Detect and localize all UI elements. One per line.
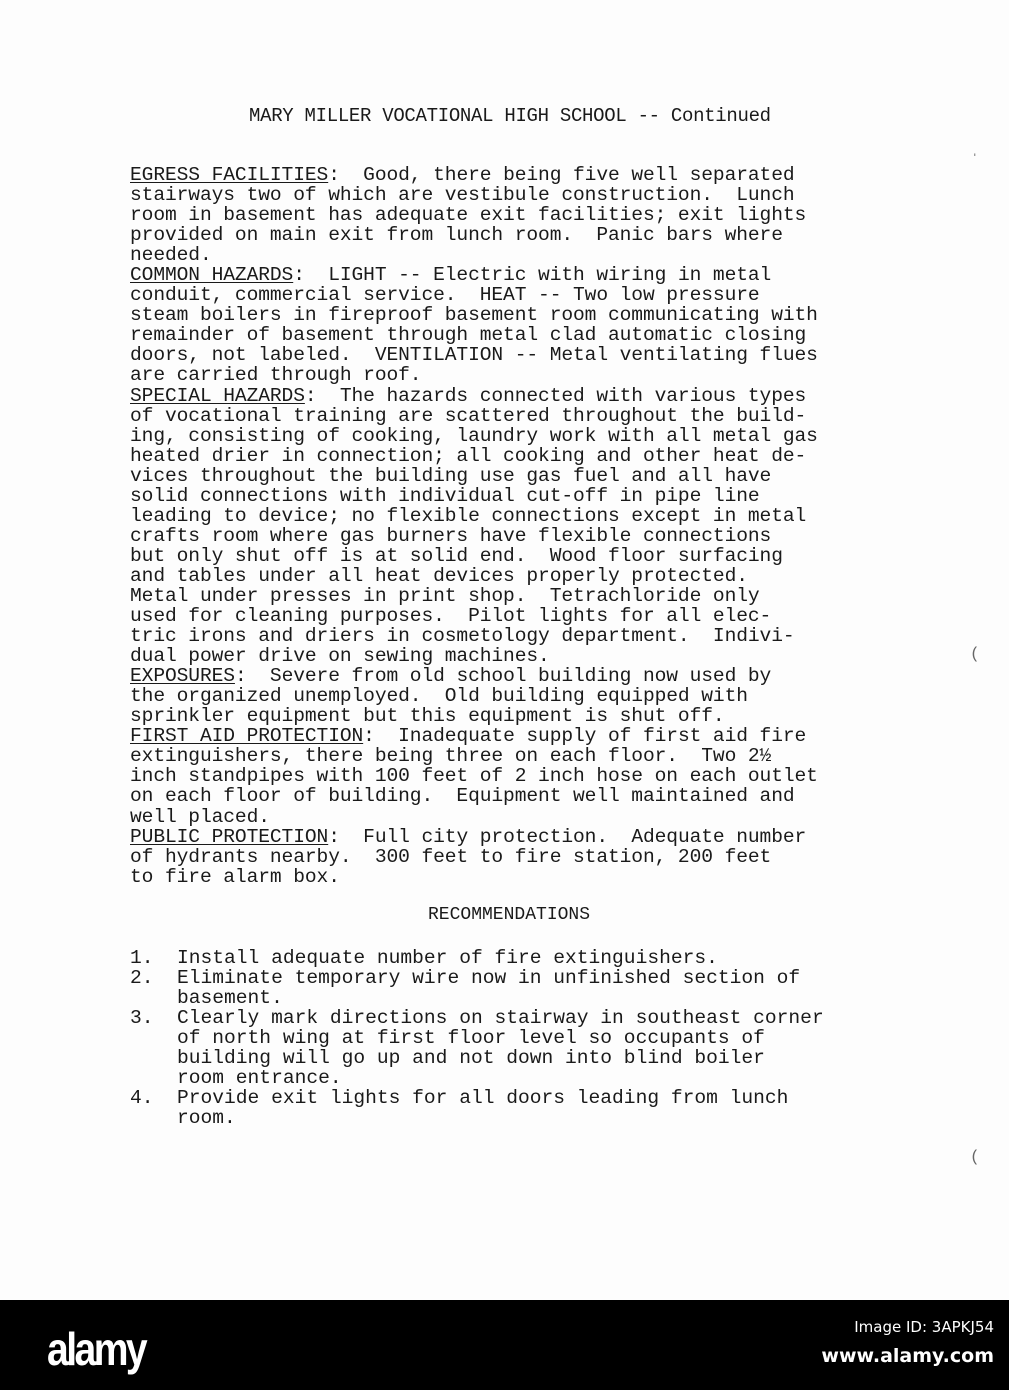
- line-text: Metal under presses in print shop. Tetrachloride only: [130, 584, 760, 607]
- text-line: [130, 406, 818, 426]
- item-text-line: basement.: [177, 987, 283, 1010]
- text-line: [130, 666, 818, 686]
- item-text-line: Eliminate temporary wire now in unfinished section of: [177, 967, 801, 990]
- line-text: are carried through roof.: [130, 364, 422, 387]
- line-text: steam boilers in fireproof basement room communicating with: [130, 304, 818, 327]
- text-line: [130, 686, 818, 706]
- item-text-line: Provide exit lights for all doors leading from lunch: [177, 1087, 789, 1110]
- text-line: [130, 446, 818, 466]
- line-text: stairways two of which are vestibule construction. Lunch: [130, 184, 795, 207]
- recommendations-title: RECOMMENDATIONS: [428, 905, 591, 925]
- line-text: on each floor of building. Equipment well maintained and: [130, 785, 795, 808]
- item-text-line: Install adequate number of fire extinguishers.: [177, 947, 718, 969]
- text-line: [130, 165, 818, 185]
- line-text: of hydrants nearby. 300 feet to fire station, 200 feet: [130, 845, 772, 868]
- text-line: [130, 285, 818, 305]
- item-number: 3.: [130, 1007, 154, 1030]
- text-line: [130, 426, 818, 446]
- line-text: extinguishers, there being three on each floor. Two 2½: [130, 745, 772, 768]
- site-url: www.alamy.com: [821, 1345, 994, 1367]
- item-number: 1.: [130, 947, 154, 969]
- line-text: used for cleaning purposes. Pilot lights for all elec-: [130, 605, 772, 628]
- text-line: [130, 626, 818, 646]
- section-heading: FIRST AID PROTECTION: [130, 725, 364, 748]
- document-body: [130, 165, 818, 887]
- text-line: [130, 365, 818, 385]
- line-text: solid connections with individual cut-off in pipe line: [130, 484, 760, 507]
- section-heading: SPECIAL HAZARDS: [130, 384, 305, 407]
- line-text: doors, not labeled. VENTILATION -- Metal ventilating flues: [130, 344, 818, 367]
- line-text: ing, consisting of cooking, laundry work with all metal gas: [130, 424, 818, 447]
- alamy-logo: alamy: [47, 1323, 146, 1375]
- line-text: : LIGHT -- Electric with wiring in metal: [293, 264, 772, 287]
- text-line: [130, 766, 818, 786]
- text-line: [130, 526, 818, 546]
- text-line: [130, 746, 818, 766]
- text-line: [130, 225, 818, 245]
- line-text: and tables under all heat devices properly protected.: [130, 564, 748, 587]
- line-text: provided on main exit from lunch room. Panic bars where: [130, 224, 783, 247]
- text-line: [130, 726, 818, 746]
- item-number: 4.: [130, 1087, 154, 1110]
- recommendation-item: [130, 1088, 824, 1128]
- line-text: room in basement has adequate exit facilities; exit lights: [130, 204, 807, 227]
- recommendation-item: [130, 948, 824, 968]
- margin-mark: (: [970, 1148, 980, 1166]
- line-text: : Inadequate supply of first aid fire: [363, 725, 807, 748]
- line-text: vices throughout the building use gas fuel and all have: [130, 464, 772, 487]
- line-text: well placed.: [130, 805, 270, 828]
- item-text-line: room entrance.: [177, 1067, 342, 1090]
- text-line: [130, 265, 818, 285]
- text-line: [130, 466, 818, 486]
- image-id: Image ID: 3APKJ54: [854, 1318, 994, 1336]
- recommendation-item: [130, 968, 824, 1008]
- recommendations-list: [130, 948, 824, 1128]
- text-line: [130, 506, 818, 526]
- item-text-line: Clearly mark directions on stairway in southeast corner: [177, 1007, 824, 1030]
- line-text: : Severe from old school building now used by: [234, 665, 772, 688]
- text-line: [130, 345, 818, 365]
- text-line: [130, 827, 818, 847]
- item-number: 2.: [130, 967, 154, 990]
- line-text: crafts room where gas burners have flexible connections: [130, 524, 772, 547]
- text-line: [130, 305, 818, 325]
- text-line: [130, 646, 818, 666]
- line-text: but only shut off is at solid end. Wood floor surfacing: [130, 544, 783, 567]
- section-heading: COMMON HAZARDS: [130, 264, 294, 287]
- text-line: [130, 566, 818, 586]
- line-text: tric irons and driers in cosmetology department. Indivi-: [130, 625, 795, 648]
- line-text: heated drier in connection; all cooking and other heat de-: [130, 444, 807, 467]
- line-text: : Good, there being five well separated: [328, 164, 795, 186]
- line-text: leading to device; no flexible connections except in metal: [130, 504, 807, 527]
- text-line: [130, 867, 818, 887]
- page-title: MARY MILLER VOCATIONAL HIGH SCHOOL -- Continued: [249, 105, 771, 127]
- text-line: [130, 546, 818, 566]
- line-text: inch standpipes with 100 feet of 2 inch hose on each outlet: [130, 765, 818, 788]
- line-text: of vocational training are scattered throughout the build-: [130, 404, 807, 427]
- text-line: [130, 706, 818, 726]
- section-heading: EXPOSURES: [130, 665, 235, 688]
- text-line: [130, 185, 818, 205]
- text-line: [130, 606, 818, 626]
- line-text: : Full city protection. Adequate number: [328, 825, 807, 848]
- text-line: [130, 325, 818, 345]
- text-line: [130, 386, 818, 406]
- item-text-line: building will go up and not down into blind boiler: [177, 1047, 765, 1070]
- line-text: conduit, commercial service. HEAT -- Two low pressure: [130, 284, 760, 307]
- item-text-line: of north wing at first floor level so occupants of: [177, 1027, 765, 1050]
- line-text: needed.: [130, 244, 212, 267]
- line-text: to fire alarm box.: [130, 865, 340, 888]
- text-line: [130, 486, 818, 506]
- margin-mark: ˌ: [970, 140, 980, 158]
- recommendation-item: [130, 1008, 824, 1088]
- line-text: dual power drive on sewing machines.: [130, 645, 550, 668]
- line-text: the organized unemployed. Old building equipped with: [130, 685, 748, 708]
- margin-mark: (: [970, 645, 980, 663]
- section-heading: PUBLIC PROTECTION: [130, 825, 329, 848]
- line-text: sprinkler equipment but this equipment is shut off.: [130, 705, 725, 728]
- watermark-bar: [0, 1300, 1009, 1390]
- text-line: [130, 245, 818, 265]
- text-line: [130, 847, 818, 867]
- item-text-line: room.: [177, 1107, 236, 1130]
- text-line: [130, 586, 818, 606]
- text-line: [130, 786, 818, 806]
- text-line: [130, 205, 818, 225]
- text-line: [130, 807, 818, 827]
- line-text: : The hazards connected with various types: [304, 384, 807, 407]
- section-heading: EGRESS FACILITIES: [130, 164, 329, 186]
- line-text: remainder of basement through metal clad automatic closing: [130, 324, 807, 347]
